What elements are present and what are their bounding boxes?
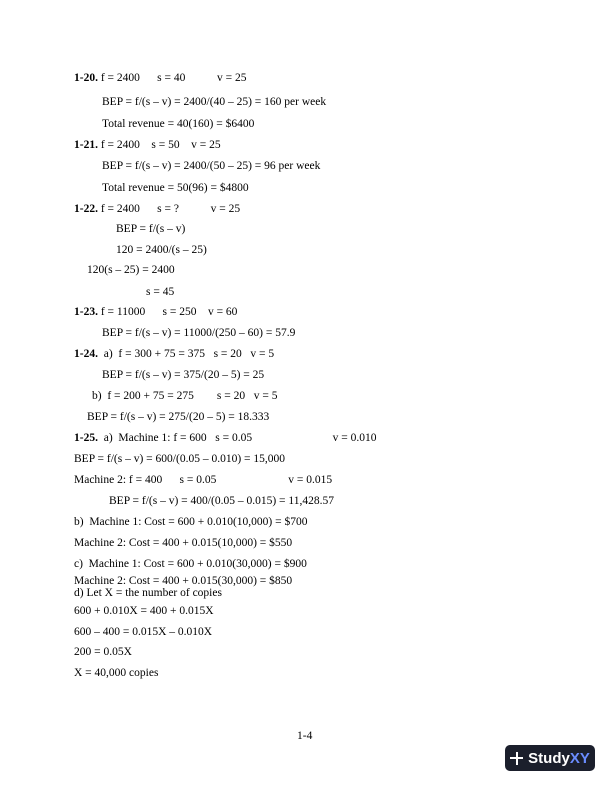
line-1-21-revenue: Total revenue = 50(96) = $4800 [102, 182, 249, 194]
line-1-22-eq2: 120(s – 25) = 2400 [87, 264, 175, 276]
line-1-20: 1-20. f = 2400 s = 40 v = 25 [74, 72, 247, 84]
studyxy-badge[interactable] [505, 745, 595, 771]
line-1-20-revenue: Total revenue = 40(160) = $6400 [102, 118, 255, 130]
line-1-25-b-m1: b) Machine 1: Cost = 600 + 0.010(10,000) = $700 [74, 516, 308, 528]
line-1-24: 1-24. a) f = 300 + 75 = 375 s = 20 v = 5 [74, 348, 275, 360]
badge-text-xy: XY [569, 749, 590, 767]
line-1-22-result: s = 45 [146, 286, 175, 298]
line-1-25-d: d) Let X = the number of copies [74, 587, 222, 599]
plus-icon [510, 752, 523, 765]
line-1-25-d-eq1: 600 + 0.010X = 400 + 0.015X [74, 605, 214, 617]
line-1-24-b: b) f = 200 + 75 = 275 s = 20 v = 5 [92, 390, 278, 402]
page-number: 1-4 [297, 730, 313, 742]
line-1-25-b-m2: Machine 2: Cost = 400 + 0.015(10,000) = $550 [74, 537, 293, 549]
line-1-24-bep-a: BEP = f/(s – v) = 375/(20 – 5) = 25 [102, 369, 265, 381]
line-1-25-d-eq3: 200 = 0.05X [74, 646, 132, 658]
line-1-21-bep: BEP = f/(s – v) = 2400/(50 – 25) = 96 per week [102, 160, 321, 172]
line-1-25-m2: Machine 2: f = 400 s = 0.05 v = 0.015 [74, 474, 333, 486]
badge-text-study: Study [528, 749, 570, 767]
line-1-23-bep: BEP = f/(s – v) = 11000/(250 – 60) = 57.9 [102, 327, 296, 339]
line-1-23: 1-23. f = 11000 s = 250 v = 60 [74, 306, 238, 318]
line-1-22-bep: BEP = f/(s – v) [116, 223, 186, 235]
line-1-24-bep-b: BEP = f/(s – v) = 275/(20 – 5) = 18.333 [87, 411, 270, 423]
line-1-25-d-result: X = 40,000 copies [74, 667, 159, 679]
line-1-22: 1-22. f = 2400 s = ? v = 25 [74, 203, 241, 215]
line-1-25-d-eq2: 600 – 400 = 0.015X – 0.010X [74, 626, 213, 638]
line-1-25-c-m1: c) Machine 1: Cost = 600 + 0.010(30,000) = $900 [74, 558, 307, 570]
line-1-25: 1-25. a) Machine 1: f = 600 s = 0.05 v = 0.010 [74, 432, 377, 444]
line-1-22-eq1: 120 = 2400/(s – 25) [116, 244, 207, 256]
line-1-25-c-m2: Machine 2: Cost = 400 + 0.015(30,000) = $850 [74, 575, 293, 587]
line-1-21: 1-21. f = 2400 s = 50 v = 25 [74, 139, 221, 151]
line-1-20-bep: BEP = f/(s – v) = 2400/(40 – 25) = 160 per week [102, 96, 327, 108]
line-1-25-bep-m2: BEP = f/(s – v) = 400/(0.05 – 0.015) = 11,428.57 [109, 495, 334, 507]
line-1-25-bep-m1: BEP = f/(s – v) = 600/(0.05 – 0.010) = 15,000 [74, 453, 286, 465]
